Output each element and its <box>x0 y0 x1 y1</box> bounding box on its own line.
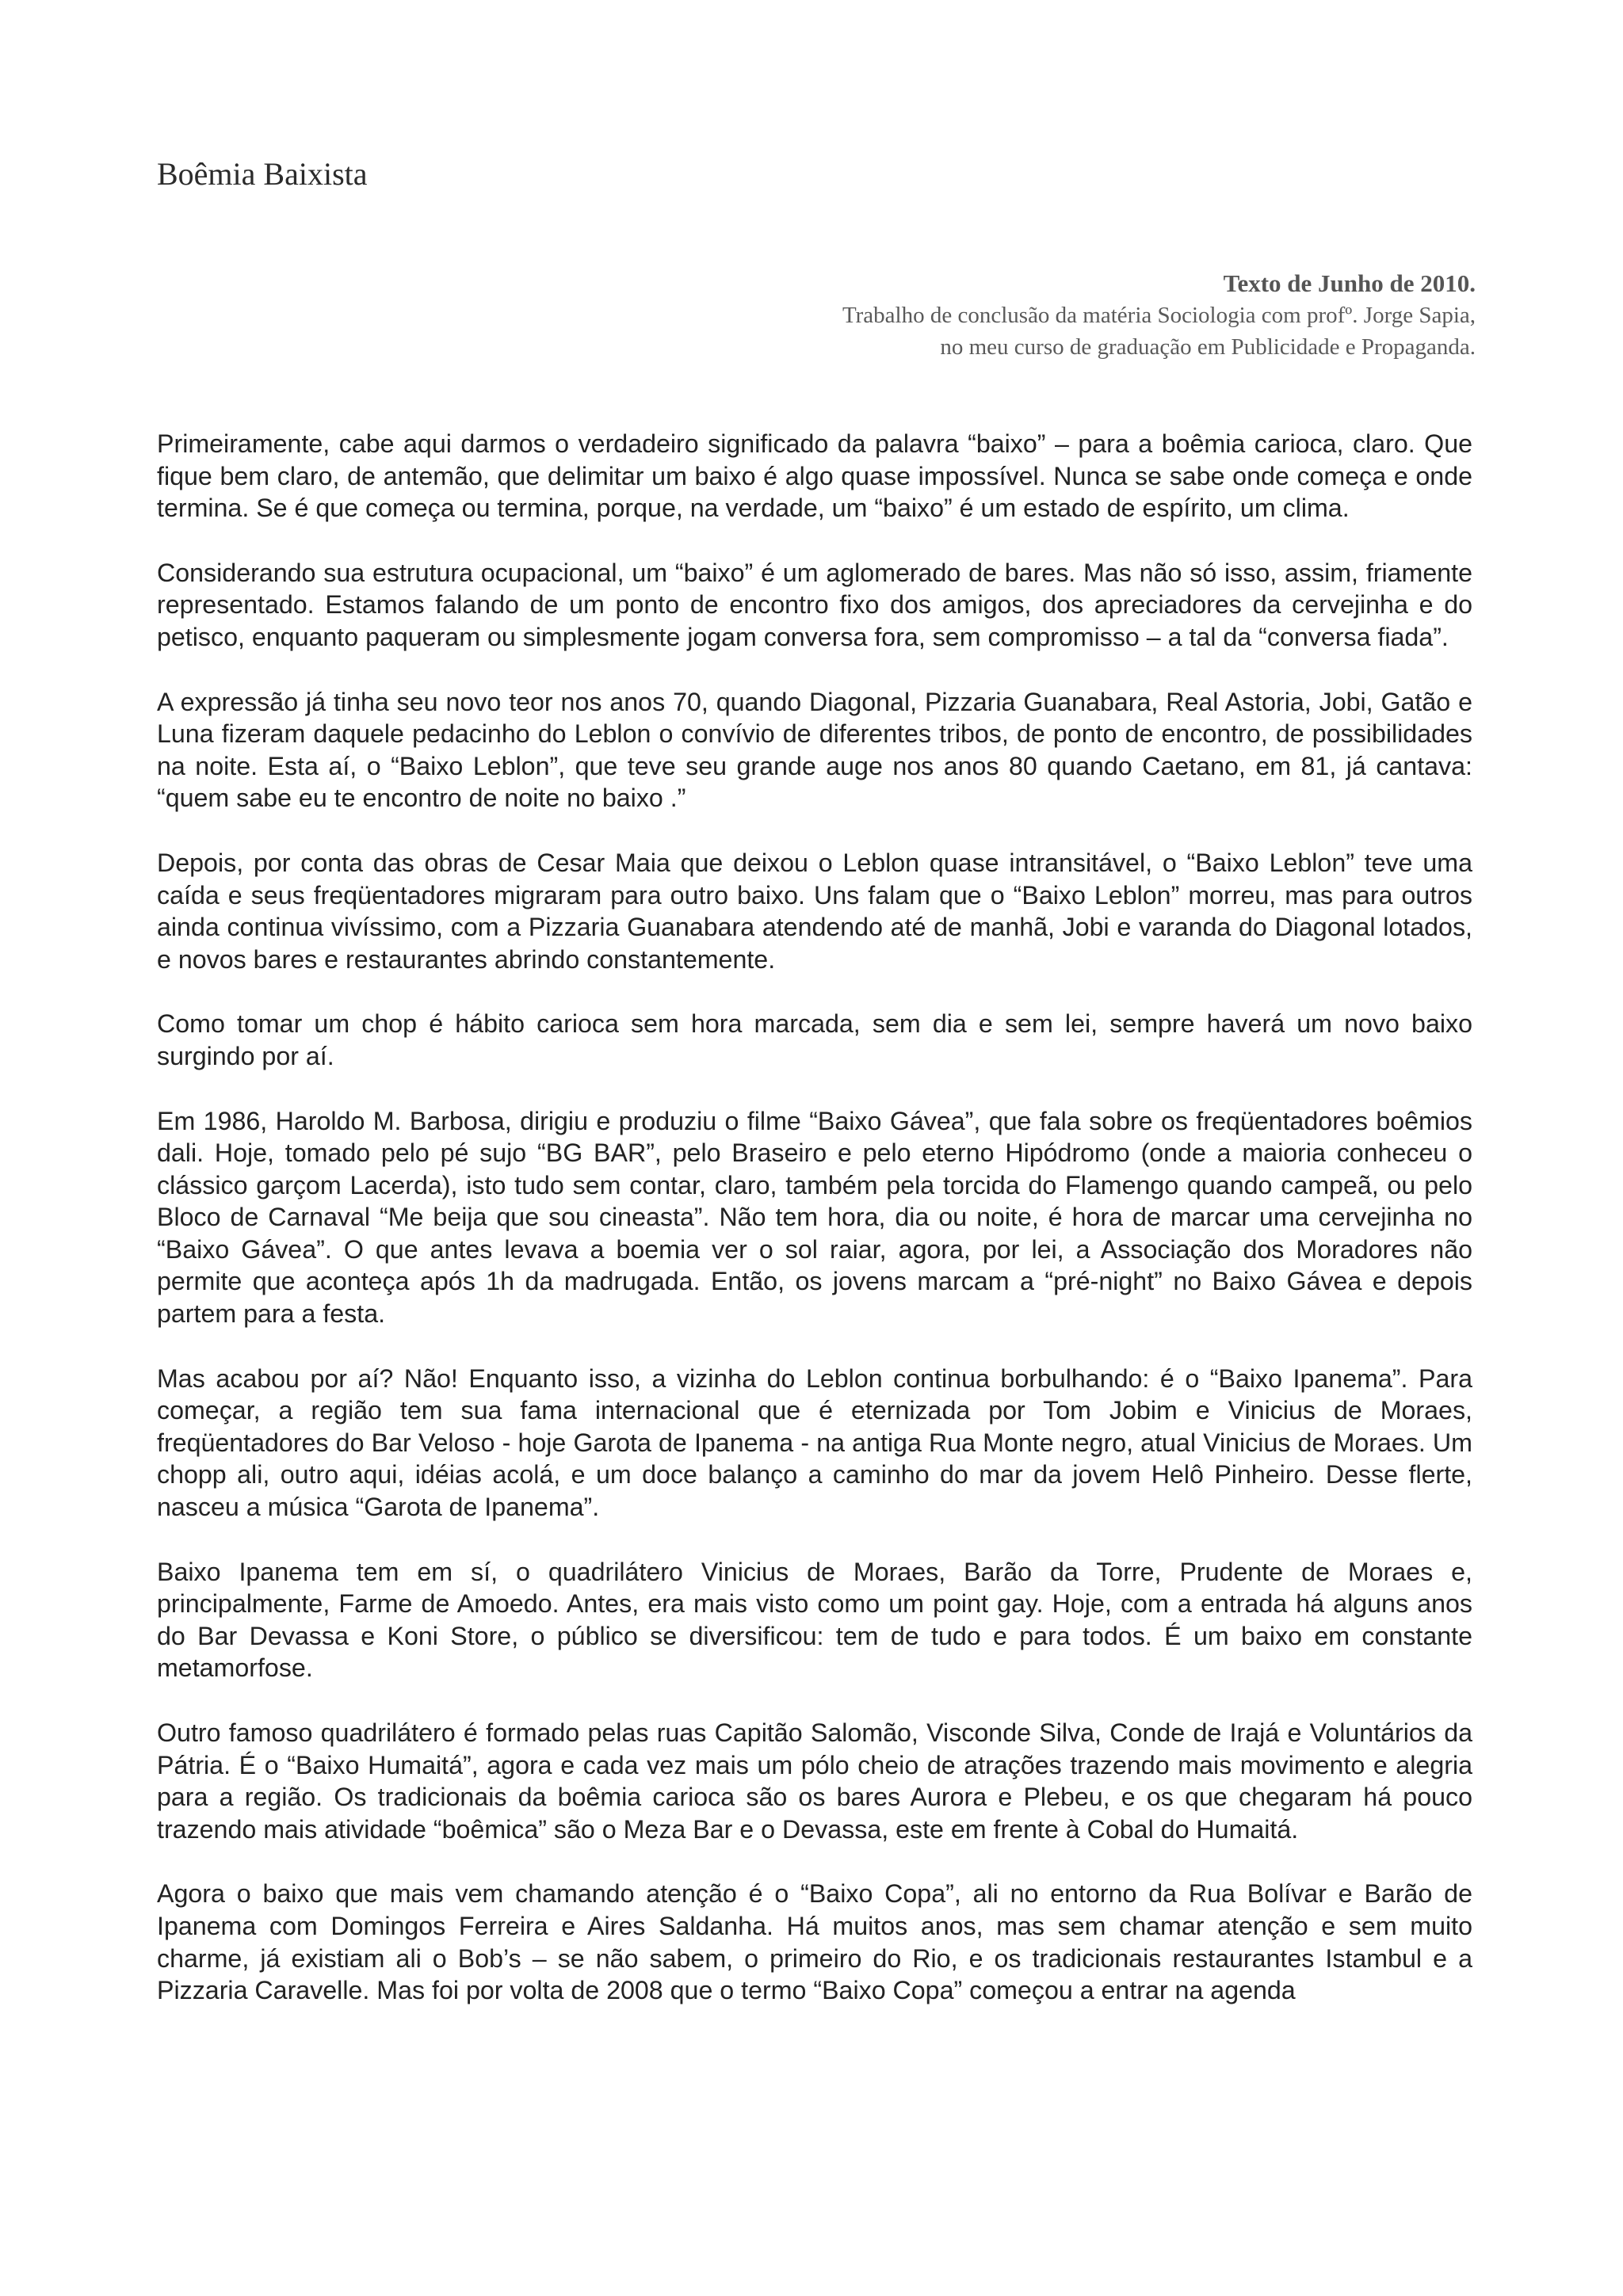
paragraph-3: A expressão já tinha seu novo teor nos anos 70, quando Diagonal, Pizzaria Guanabara, Real Astoria, Jobi, Gatão e Luna fizeram daquele pedacinho do Leblon o convívio de diferentes tribos, de ponto de encontro, de possibilidades na noite. Esta aí, o “Baixo Leblon”, que teve seu grande auge nos anos 80 quando Caetano, em 81, já cantava: “quem sabe eu te encontro de noite no baixo .” <box>157 687 1472 813</box>
paragraph-2: Considerando sua estrutura ocupacional, um “baixo” é um aglomerado de bares. Mas não só isso, assim, friamente representado. Estamos falando de um ponto de encontro fixo dos amigos, dos apreciadores da cervejinha e do petisco, enquanto paqueram ou simplesmente jogam conversa fora, sem compromisso – a tal da “conversa fiada”. <box>157 558 1472 651</box>
paragraph-8: Baixo Ipanema tem em sí, o quadrilátero Vinicius de Moraes, Barão da Torre, Prudente de Moraes e, principalmente, Farme de Amoedo. Antes, era mais visto como um point gay. Hoje, com a entrada há alguns anos do Bar Devassa e Koni Store, o público se diversificou: tem de tudo e para todos. É um baixo em constante metamorfose. <box>157 1557 1472 1683</box>
meta-line-1: Trabalho de conclusão da matéria Sociologia com profº. Jorge Sapia, <box>842 303 1476 328</box>
paragraph-10: Agora o baixo que mais vem chamando atenção é o “Baixo Copa”, ali no entorno da Rua Bolívar e Barão de Ipanema com Domingos Ferreira e Aires Saldanha. Há muitos anos, mas sem chamar atenção e sem muito charme, já existiam ali o Bob’s – se não sabem, o primeiro do Rio, e os tradicionais restaurantes Istambul e a Pizzaria Caravelle. Mas foi por volta de 2008 que o termo “Baixo Copa” começou a entrar na agenda <box>157 1879 1472 2005</box>
paragraph-1: Primeiramente, cabe aqui darmos o verdadeiro significado da palavra “baixo” – para a boêmia carioca, claro. Que fique bem claro, de antemão, que delimitar um baixo é algo quase impossível. Nunca se sabe onde começa e onde termina. Se é que começa ou termina, porque, na verdade, um “baixo” é um estado de espírito, um clima. <box>157 429 1472 523</box>
meta-line-2: no meu curso de graduação em Publicidade e Propaganda. <box>940 334 1476 360</box>
document-title: Boêmia Baixista <box>157 156 368 192</box>
paragraph-5: Como tomar um chop é hábito carioca sem hora marcada, sem dia e sem lei, sempre haverá um novo baixo surgindo por aí. <box>157 1009 1472 1070</box>
document-date: Texto de Junho de 2010. <box>1223 269 1476 297</box>
document-meta <box>842 268 1476 363</box>
paragraph-6: Em 1986, Haroldo M. Barbosa, dirigiu e produziu o filme “Baixo Gávea”, que fala sobre os freqüentadores boêmios dali. Hoje, tomado pelo pé sujo “BG BAR”, pelo Braseiro e pelo eterno Hipódromo (onde a maioria conheceu o clássico garçom Lacerda), isto tudo sem contar, claro, também pela torcida do Flamengo quando campeã, ou pelo Bloco de Carnaval “Me beija que sou cineasta”. Não tem hora, dia ou noite, é hora de marcar uma cervejinha no “Baixo Gávea”. O que antes levava a boemia ver o sol raiar, agora, por lei, a Associação dos Moradores não permite que aconteça após 1h da madrugada. Então, os jovens marcam a “pré-night” no Baixo Gávea e depois partem para a festa. <box>157 1106 1472 1329</box>
paragraph-9: Outro famoso quadrilátero é formado pelas ruas Capitão Salomão, Visconde Silva, Conde de Irajá e Voluntários da Pátria. É o “Baixo Humaitá”, agora e cada vez mais um pólo cheio de atrações trazendo mais movimento e alegria para a região. Os tradicionais da boêmia carioca são os bares Aurora e Plebeu, e os que chegaram há pouco trazendo mais atividade “boêmica” são o Meza Bar e o Devassa, este em frente à Cobal do Humaitá. <box>157 1718 1472 1844</box>
paragraph-7: Mas acabou por aí? Não! Enquanto isso, a vizinha do Leblon continua borbulhando: é o “Baixo Ipanema”. Para começar, a região tem sua fama internacional que é eternizada por Tom Jobim e Vinicius de Moraes, freqüentadores do Bar Veloso - hoje Garota de Ipanema - na antiga Rua Monte negro, atual Vinicius de Moraes. Um chopp ali, outro aqui, idéias acolá, e um doce balanço a caminho do mar da jovem Helô Pinheiro. Desse flerte, nasceu a música “Garota de Ipanema”. <box>157 1363 1472 1522</box>
document-body <box>157 428 1472 2039</box>
paragraph-4: Depois, por conta das obras de Cesar Maia que deixou o Leblon quase intransitável, o “Baixo Leblon” teve uma caída e seus freqüentadores migraram para outro baixo. Uns falam que o “Baixo Leblon” morreu, mas para outros ainda continua vivíssimo, com a Pizzaria Guanabara atendendo até de manhã, Jobi e varanda do Diagonal lotados, e novos bares e restaurantes abrindo constantemente. <box>157 848 1472 974</box>
